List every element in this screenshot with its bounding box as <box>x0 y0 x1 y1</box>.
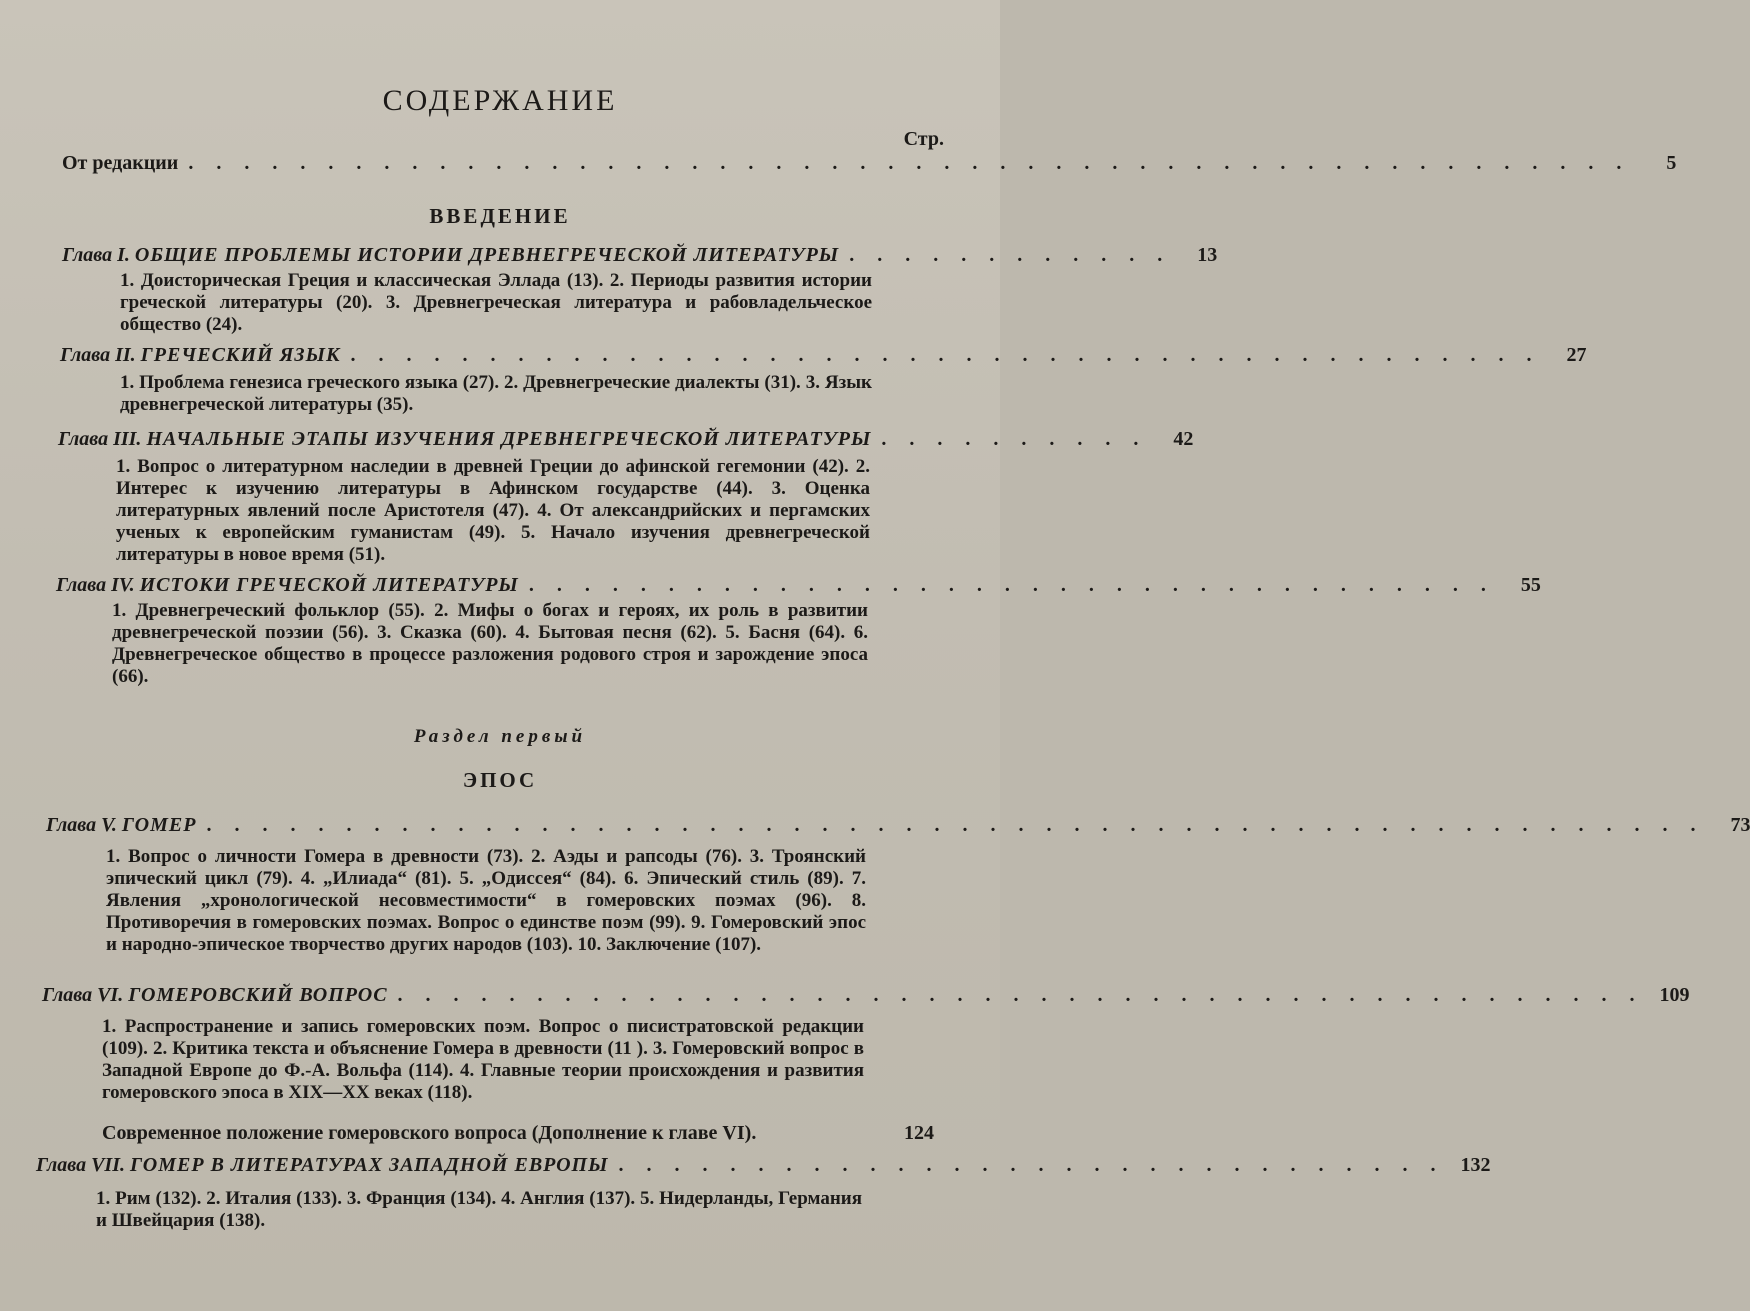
leader-dots: . . . . . . . . . . . . <box>849 244 1172 266</box>
page-number: 132 <box>1460 1154 1491 1176</box>
page-number: 5 <box>1666 152 1677 174</box>
toc-entry-preface <box>62 152 1677 175</box>
page-number: 13 <box>1197 244 1218 266</box>
page-number: 27 <box>1566 344 1587 366</box>
chapter-5-sections: 1. Вопрос о личности Гомера в древности (73). 2. Аэды и рапсоды (76). 3. Троянский эпический цикл (79). 4. „Илиада“ (81). 5. „Одиссея“ (84). 6. Эпический стиль (89). 7. Явления „хронологической несовместимости“ в гомеровских поэмах (96). 8. Противоречия в гомеровских поэмах. Вопрос о единстве поэм (99). 9. Гомеровский эпос и народно-эпическое творчество других народов (103). 10. Заключение (107). <box>106 846 866 955</box>
chapter-prefix: Глава VI. <box>42 984 124 1006</box>
toc-entry-chapter-4 <box>56 574 1541 597</box>
toc-entry-chapter-2 <box>60 344 1587 367</box>
toc-entry-chapter-3 <box>58 428 1194 451</box>
chapter-title: НАЧАЛЬНЫЕ ЭТАПЫ ИЗУЧЕНИЯ ДРЕВНЕГРЕЧЕСКОЙ ЛИТЕРАТУРЫ <box>146 428 872 450</box>
chapter-title: ГОМЕР В ЛИТЕРАТУРАХ ЗАПАДНОЙ ЕВРОПЫ <box>129 1154 609 1176</box>
part-label: Раздел первый <box>413 726 587 747</box>
chapter-title: ОБЩИЕ ПРОБЛЕМЫ ИСТОРИИ ДРЕВНЕГРЕЧЕСКОЙ ЛИТЕРАТУРЫ <box>134 244 840 266</box>
chapter-title: ИСТОКИ ГРЕЧЕСКОЙ ЛИТЕРАТУРЫ <box>139 574 519 596</box>
chapter-prefix: Глава I. <box>62 244 130 266</box>
chapter-4-sections: 1. Древнегреческий фольклор (55). 2. Мифы о богах и героях, их роль в развитии древнегреческой поэзии (56). 3. Сказка (60). 4. Бытовая песня (62). 5. Басня (64). 6. Древнегреческое общество в процессе разложения родового строя и зарождение эпоса (66). <box>112 600 868 687</box>
leader-dots: . . . . . . . . . . . . . . . . . . . . . . . . . . . . . . . . . . . . . . . . . . . . . <box>397 984 1644 1006</box>
page-number: 124 <box>904 1122 934 1144</box>
chapter-6-sections: 1. Распространение и запись гомеровских поэм. Вопрос о писистратовской редакции (109). 2. Критика текста и объяснение Гомера в древности (11 ). 3. Гомеровский вопрос в Западной Европе до Ф.-А. Вольфа (114). 4. Главные теории происхождения и развития гомеровского эпоса в XIX—XX веках (118). <box>102 1016 864 1103</box>
page-number: 109 <box>1659 984 1690 1006</box>
chapter-title: ГОМЕР <box>121 814 197 836</box>
chapter-prefix: Глава III. <box>58 428 142 450</box>
leader-dots: . . . . . . . . . . . . . . . . . . . . . . . . . . . . . . . . . . . . . . . . . . . <box>350 344 1541 366</box>
chapter-title: ГРЕЧЕСКИЙ ЯЗЫК <box>140 344 341 366</box>
chapter-title: ГОМЕРОВСКИЙ ВОПРОС <box>128 984 388 1006</box>
chapter-prefix: Глава V. <box>46 814 117 836</box>
page-number: 55 <box>1520 574 1541 596</box>
toc-entry-chapter-6 <box>42 984 1690 1007</box>
page-number: 73 <box>1730 814 1750 836</box>
leader-dots: . . . . . . . . . . . . . . . . . . . . . . . . . . . . . . . . . . . . . . . . . . . . . . . . . . . . <box>188 152 1631 174</box>
toc-entry-chapter-7 <box>36 1154 1491 1177</box>
section-heading-intro: ВВЕДЕНИЕ <box>429 204 571 228</box>
chapter-prefix: Глава IV. <box>56 574 135 596</box>
chapter-prefix: Глава II. <box>60 344 136 366</box>
toc-entry-chapter-6-supplement <box>102 1122 934 1145</box>
entry-label: Современное положение гомеровского вопроса (Дополнение к главе VI). <box>102 1122 757 1144</box>
chapter-2-sections: 1. Проблема генезиса греческого языка (27). 2. Древнегреческие диалекты (31). 3. Язык древнегреческой литературы (35). <box>120 372 872 415</box>
page-number: 42 <box>1173 428 1194 450</box>
leader-dots: . . . . . . . . . . <box>881 428 1148 450</box>
part-heading: ЭПОС <box>462 768 538 792</box>
chapter-prefix: Глава VII. <box>36 1154 125 1176</box>
leader-dots: . . . . . . . . . . . . . . . . . . . . . . . . . . . . . . . . . . . <box>528 574 1495 596</box>
leader-dots: . . . . . . . . . . . . . . . . . . . . . . . . . . . . . . . . . . . . . . . . . . . . . . . . . . . . . . <box>206 814 1705 836</box>
entry-label: От редакции <box>62 152 179 174</box>
contents-title: СОДЕРЖАНИЕ <box>382 84 618 117</box>
leader-dots: . . . . . . . . . . . . . . . . . . . . . . . . . . . . . . <box>618 1154 1445 1176</box>
toc-entry-chapter-1 <box>62 244 1218 267</box>
chapter-7-sections: 1. Рим (132). 2. Италия (133). 3. Франция (134). 4. Англия (137). 5. Нидерланды, Германия и Швейцария (138). <box>96 1188 862 1231</box>
page-column-header: Стр. <box>903 128 944 150</box>
toc-entry-chapter-5 <box>46 814 1750 837</box>
chapter-1-sections: 1. Доисторическая Греция и классическая Эллада (13). 2. Периоды развития истории греческой литературы (20). 3. Древнегреческая литература и рабовладельческое общество (24). <box>120 270 872 335</box>
chapter-3-sections: 1. Вопрос о литературном наследии в древней Греции до афинской гегемонии (42). 2. Интерес к изучению литературы в Афинском государстве (44). 3. Оценка литературных явлений после Аристотеля (47). 4. От александрийских и пергамских ученых к европейским гуманистам (49). 5. Начало изучения древнегреческой литературы в новое время (51). <box>116 456 870 565</box>
